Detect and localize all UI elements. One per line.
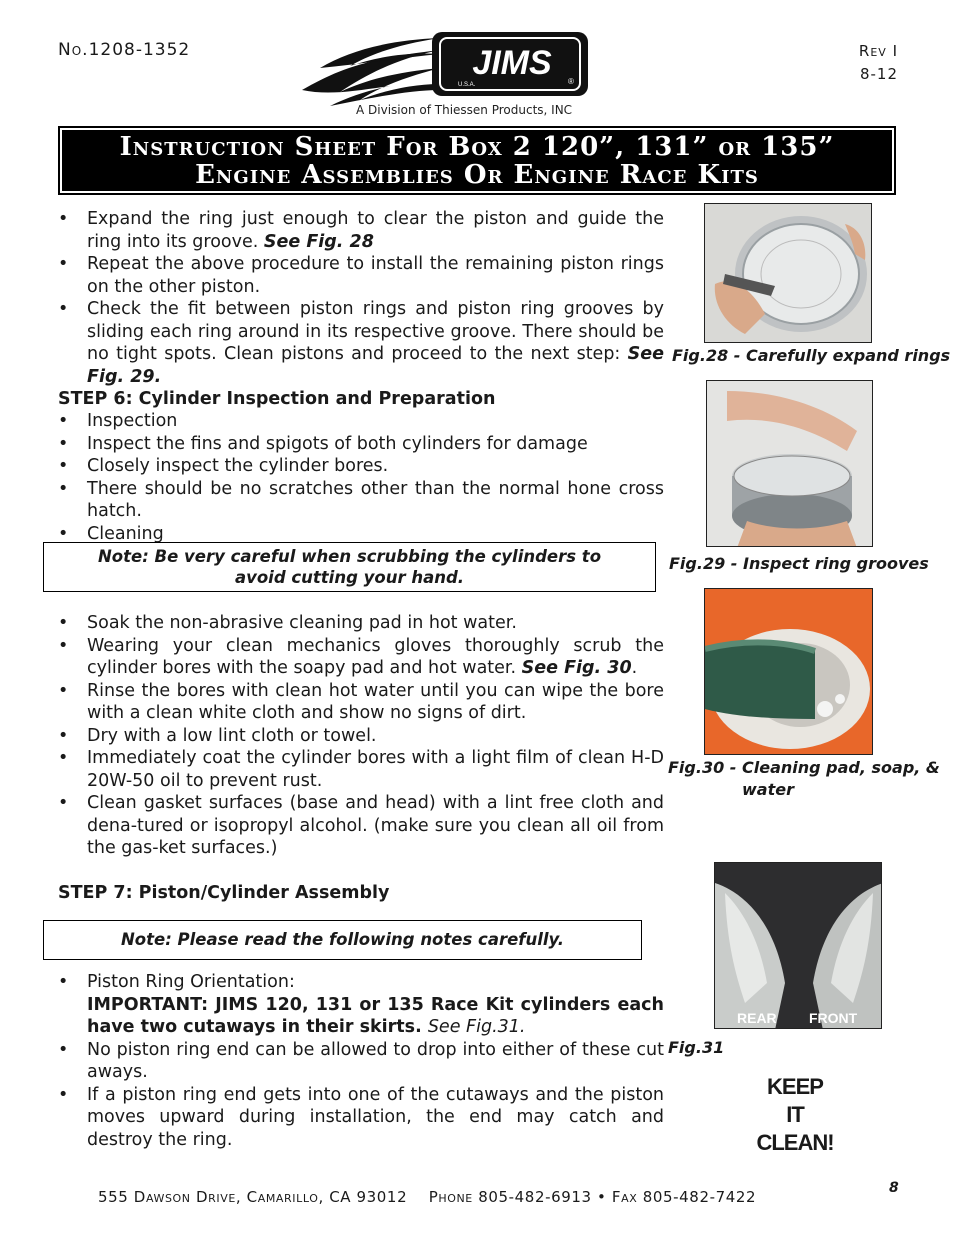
fig31-front-label: FRONT (809, 1010, 858, 1026)
keep-it-clean: KEEP IT CLEAN! (756, 1074, 834, 1155)
piston-ring-steps (58, 208, 664, 388)
list-item: • Soak the non-abrasive cleaning pad in hot water. (58, 612, 664, 635)
logo-sub: U.S.A. (458, 82, 476, 88)
note-box-caution: Note: Be very careful when scrubbing the cylinders to avoid cutting your hand. (43, 542, 656, 592)
title-banner (58, 126, 896, 195)
list-item: • Closely inspect the cylinder bores. (58, 455, 664, 478)
fig-reference: See Fig.31. (427, 1017, 526, 1037)
list-item: • Piston Ring Orientation: IMPORTANT: JIMS 120, 131 or 135 Race Kit cylinders each have two cutaways in their skirts. See Fig.31. (58, 971, 664, 1039)
footer-contact (98, 1188, 756, 1206)
fig31-rear-label: REAR (737, 1010, 777, 1026)
fig29-caption: Fig.29 - Inspect ring grooves (669, 554, 929, 573)
list-item: • Dry with a low lint cloth or towel. (58, 725, 664, 748)
footer-address: 555 Dawson Drive, Camarillo, CA 93012 (98, 1188, 408, 1206)
step7-list (58, 971, 664, 1151)
list-item: • Repeat the above procedure to install the remaining piston rings on the other piston. (58, 253, 664, 298)
list-item: • Check the fit between piston rings and piston ring grooves by sliding each ring around in its respective groove. There should be no tight spots. Clean pistons and proceed to the next step: See Fig. 29. (58, 298, 664, 388)
division-text: A Division of Thiessen Products, INC (356, 103, 573, 117)
step6-heading: STEP 6: Cylinder Inspection and Preparation (58, 389, 496, 409)
footer-phone: Phone 805-482-6913 • Fax 805-482-7422 (428, 1188, 757, 1206)
list-item: • Rinse the bores with clean hot water until you can wipe the bore with a clean white cloth and show no signs of dirt. (58, 680, 664, 725)
fig28-caption: Fig.28 - Carefully expand rings (672, 346, 951, 365)
jims-logo (300, 28, 600, 108)
cleaning-list (58, 612, 664, 860)
fig31-caption: Fig.31 (668, 1038, 725, 1057)
fig-reference: See Fig. 28 (263, 231, 374, 252)
flame-logo-icon (300, 28, 600, 108)
logo-registered: ® (568, 77, 574, 86)
revision-block (859, 40, 898, 86)
logo-text: JIMS (472, 44, 552, 82)
fig30-image (704, 588, 873, 755)
list-item: • Inspection (58, 410, 664, 433)
list-item: • Clean gasket surfaces (base and head) with a lint free cloth and dena-tured or isopropyl alcohol. (make sure you clean all oil from the gas-ket surfaces.) (58, 792, 664, 860)
list-item: • If a piston ring end gets into one of the cutaways and the piston moves upward during installation, the end may catch and destroy the ring. (58, 1084, 664, 1152)
title-line-2: Engine Assemblies Or Engine Race Kits (195, 159, 759, 190)
revision: Rev I (858, 42, 898, 60)
list-item: • Immediately coat the cylinder bores with a light film of clean H-D 20W-50 oil to prevent rust. (58, 747, 664, 792)
fig-reference: See Fig. 29. (87, 344, 664, 387)
fig28-image (704, 203, 872, 343)
page-number: 8 (889, 1180, 899, 1196)
list-item: • Wearing your clean mechanics gloves thoroughly scrub the cylinder bores with the soapy pad and hot water. See Fig. 30. (58, 635, 664, 680)
list-item: • No piston ring end can be allowed to drop into either of these cut aways. (58, 1039, 664, 1084)
fig30-caption: Fig.30 - Cleaning pad, soap, & water (668, 758, 940, 799)
document-number: No.1208-1352 (58, 40, 191, 60)
step7-heading: STEP 7: Piston/Cylinder Assembly (58, 883, 390, 903)
important-text: IMPORTANT: JIMS 120, 131 or 135 Race Kit cylinders each have two cutaways in their skirts (87, 994, 664, 1037)
step6-list (58, 410, 664, 545)
list-item: • There should be no scratches other than the normal hone cross hatch. (58, 478, 664, 523)
revision-date: 8-12 (859, 65, 898, 83)
list-item: • Cleaning (58, 523, 664, 546)
list-item: • Inspect the fins and spigots of both cylinders for damage (58, 433, 664, 456)
list-item: • Expand the ring just enough to clear the piston and guide the ring into its groove. See Fig. 28 (58, 208, 664, 253)
fig31-image (714, 862, 882, 1029)
fig29-image (706, 380, 873, 547)
title-line-1: Instruction Sheet For Box 2 120”, 131” or 135” (119, 131, 835, 162)
note-box-read: Note: Please read the following notes carefully. (43, 920, 642, 960)
fig-reference: See Fig. 30 (521, 658, 632, 678)
